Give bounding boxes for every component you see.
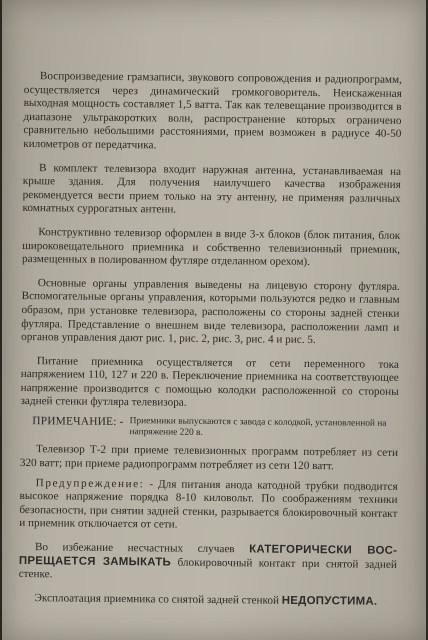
note-block [32,415,398,441]
prohibition-emphasis: КАТЕГОРИЧЕСКИ ВОСПРЕЩАЕТСЯ ЗАМЫКАТЬ [18,543,398,569]
note-label: ПРИМЕЧАНИЕ: - [32,415,124,429]
warning-label: Предупреждение: [35,476,145,490]
operation-emphasis: НЕДОПУСТИМА. [281,594,378,608]
prohibition-start: Во избежание несчастных случаев [34,541,235,556]
warning-text: - Для питания анода катодной трубки подводится высокое напряжение порядка 8-10 киловольт. По соображениям техники безопасности, при снятии задней стенки, разрывается блокировочный контакт и приемник отключается от сети. [19,477,398,532]
paragraph-antenna: В комплект телевизора входит наружная антенна, устанавливаемая на крыше здания. Для получения наилучшего качества изображения рекомендуется вести прием только на эту антенну, не применяя различных комнатных суррогатных антенн. [22,161,402,216]
paper-sheet [2,0,426,640]
paragraph-construction: Конструктивно телевизор оформлен в виде 3-х блоков (блок питания, блок широковещательного приемника и собственно телевизионный приемник, размещенных в полированном футляре отделанном орехом). [21,226,401,269]
paragraph-sound: Воспроизведение грамзаписи, звукового сопровождения и радиопрограмм, осуществляется через динамический громкоговоритель. Неискаженная выходная мощность составляет 1,5 ватта. Так как телевещание производится в диапазоне ультракоротких волн, распространение которых ограничено сравнительно небольшими расстояниями, прием возможен в радиусе 40-50 километров от передатчика. [23,70,402,152]
paragraph-prohibition [19,541,397,586]
paragraph-consumption: Телевизор Т-2 при приеме телевизионных программ потребляет из сети 320 ватт; при приеме радиопрограмм потребляет из сети 120 ватт. [19,443,399,473]
operation-start: Эксплоатация приемника со снятой задней стенкой [34,591,280,607]
paragraph-controls: Основные органы управления выведены на лицевую сторону футляра. Вспомогательные органы управления, которыми пользуются редко и главным образом, при установке телевизора, расположены со стороны задней стенки футляра. Представление о внешнем виде телевизора, расположении ламп и органов управления дают рис. 1, рис. 2, рис. 3, рис. 4 и рис. 5. [21,276,400,347]
note-text: Приемники выпускаются с завода с колодкой, установленной на напряжение 220 в. [129,416,387,439]
document-text [18,70,402,619]
paragraph-operation [18,592,396,610]
paragraph-power: Питание приемника осуществляется от сети переменного тока напряжением 110, 127 и 220 в. Переключение приемника на соответствующее напряжение производится с помощью колодки расположенной со стороны задней стенки футляра телевизора. [20,354,399,410]
prohibition-end: блокировочный контакт при снятой задней стенке. [18,556,397,581]
paragraph-warning [19,477,398,535]
